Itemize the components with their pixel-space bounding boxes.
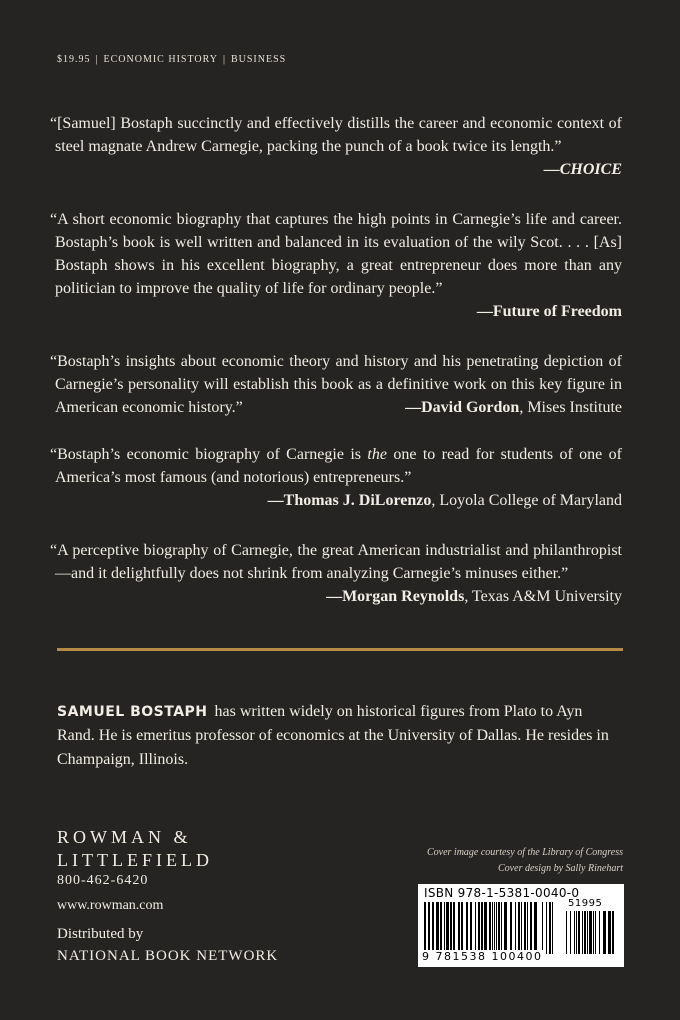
cover-credits (427, 845, 623, 877)
price: $19.95 (57, 54, 91, 65)
author-name: SAMUEL BOSTAPH (57, 704, 208, 720)
blurb-text: “A short economic biography that captures the high points in Carnegie’s life and career. Bostaph’s book is well written and balanced in its evaluation of the wily Scot. . . . [As] Bostaph shows in his excellent biography, a great entrepreneur does more than any politician to improve the quality of life for ordinary people.” (50, 211, 622, 297)
attribution-name: —Morgan Reynolds (326, 588, 465, 605)
category-header (57, 54, 286, 65)
blurb-future-of-freedom (50, 208, 622, 323)
blurb-text: “[Samuel] Bostaph succinctly and effectively distills the career and economic context of steel magnate Andrew Carnegie, packing the punch of a book twice its length.” (50, 115, 622, 155)
attribution-name: —Future of Freedom (476, 303, 622, 320)
blurb-text: “Bostaph’s insights about economic theory and history and his penetrating depiction of Carnegie’s personality will establish this book as a definitive work on this key figure in American economic history.” (50, 353, 622, 416)
distributor-name: NATIONAL BOOK NETWORK (57, 948, 279, 964)
blurb-attribution (50, 489, 622, 512)
header-separator: | (222, 54, 226, 65)
header-separator: | (95, 54, 99, 65)
blurb-text-with-attribution (50, 539, 622, 605)
blurb-attribution (405, 396, 622, 419)
publisher-logo (57, 826, 213, 872)
barcode-bar (553, 902, 554, 954)
barcode-addon-number: 51995 (568, 898, 603, 909)
attribution-org: , Mises Institute (519, 399, 622, 416)
blurb-morgan-reynolds (50, 539, 622, 608)
blurb-text: “A perceptive biography of Carnegie, the great American industrialist and philanthropist—and it delightfully does not shrink from analyzing Carnegie’s minuses either.” (50, 542, 622, 582)
attribution-name: —Thomas J. DiLorenzo (267, 492, 432, 509)
isbn-number: ISBN 978-1-5381-0040-0 (424, 886, 580, 900)
attribution-name: —David Gordon (405, 399, 520, 416)
blurb-text-emphasis: the (367, 446, 387, 463)
publisher-line2: LITTLEFIELD (57, 850, 213, 870)
image-credit: Cover image courtesy of the Library of Congress (426, 847, 623, 858)
publisher-line1: ROWMAN & (57, 827, 192, 847)
barcode-bar (614, 911, 615, 954)
category-business: BUSINESS (230, 54, 287, 65)
barcode-addon-bars (566, 911, 616, 954)
barcode-ean-number: 9 781538 100400 (422, 950, 543, 963)
divider-rule (57, 648, 623, 651)
category-economic-history: ECONOMIC HISTORY (103, 54, 218, 65)
attribution-org: , Loyola College of Maryland (431, 492, 622, 509)
author-bio (57, 700, 623, 772)
publisher-phone: 800-462-6420 (57, 873, 149, 888)
publisher-website: www.rowman.com (57, 898, 164, 913)
blurb-attribution (326, 585, 622, 608)
blurb-attribution (50, 158, 622, 181)
blurb-text-part: “Bostaph’s economic biography of Carnegie is (50, 446, 368, 463)
blurb-text (50, 443, 622, 489)
attribution-name: —CHOICE (543, 161, 622, 178)
attribution-org: , Texas A&M University (464, 588, 622, 605)
barcode-main-bars (424, 902, 554, 954)
blurb-thomas-dilorenzo (50, 443, 622, 512)
bio-text: has written widely on historical figures from Plato to Ayn Rand. He is emeritus professor of economics at the University of Dallas. He resides in Champaign, Illinois. (57, 703, 609, 768)
blurb-attribution (50, 300, 622, 323)
blurb-choice (50, 112, 622, 181)
isbn-barcode (418, 884, 624, 967)
blurb-text-part: one to read for students of one of America’s most famous (and notorious) entrepreneurs.” (55, 446, 622, 486)
blurb-david-gordon (50, 350, 622, 419)
distributed-by-label: Distributed by (57, 926, 144, 942)
design-credit: Cover design by Sally Rinehart (498, 863, 623, 874)
blurb-text-with-attribution (50, 350, 622, 419)
